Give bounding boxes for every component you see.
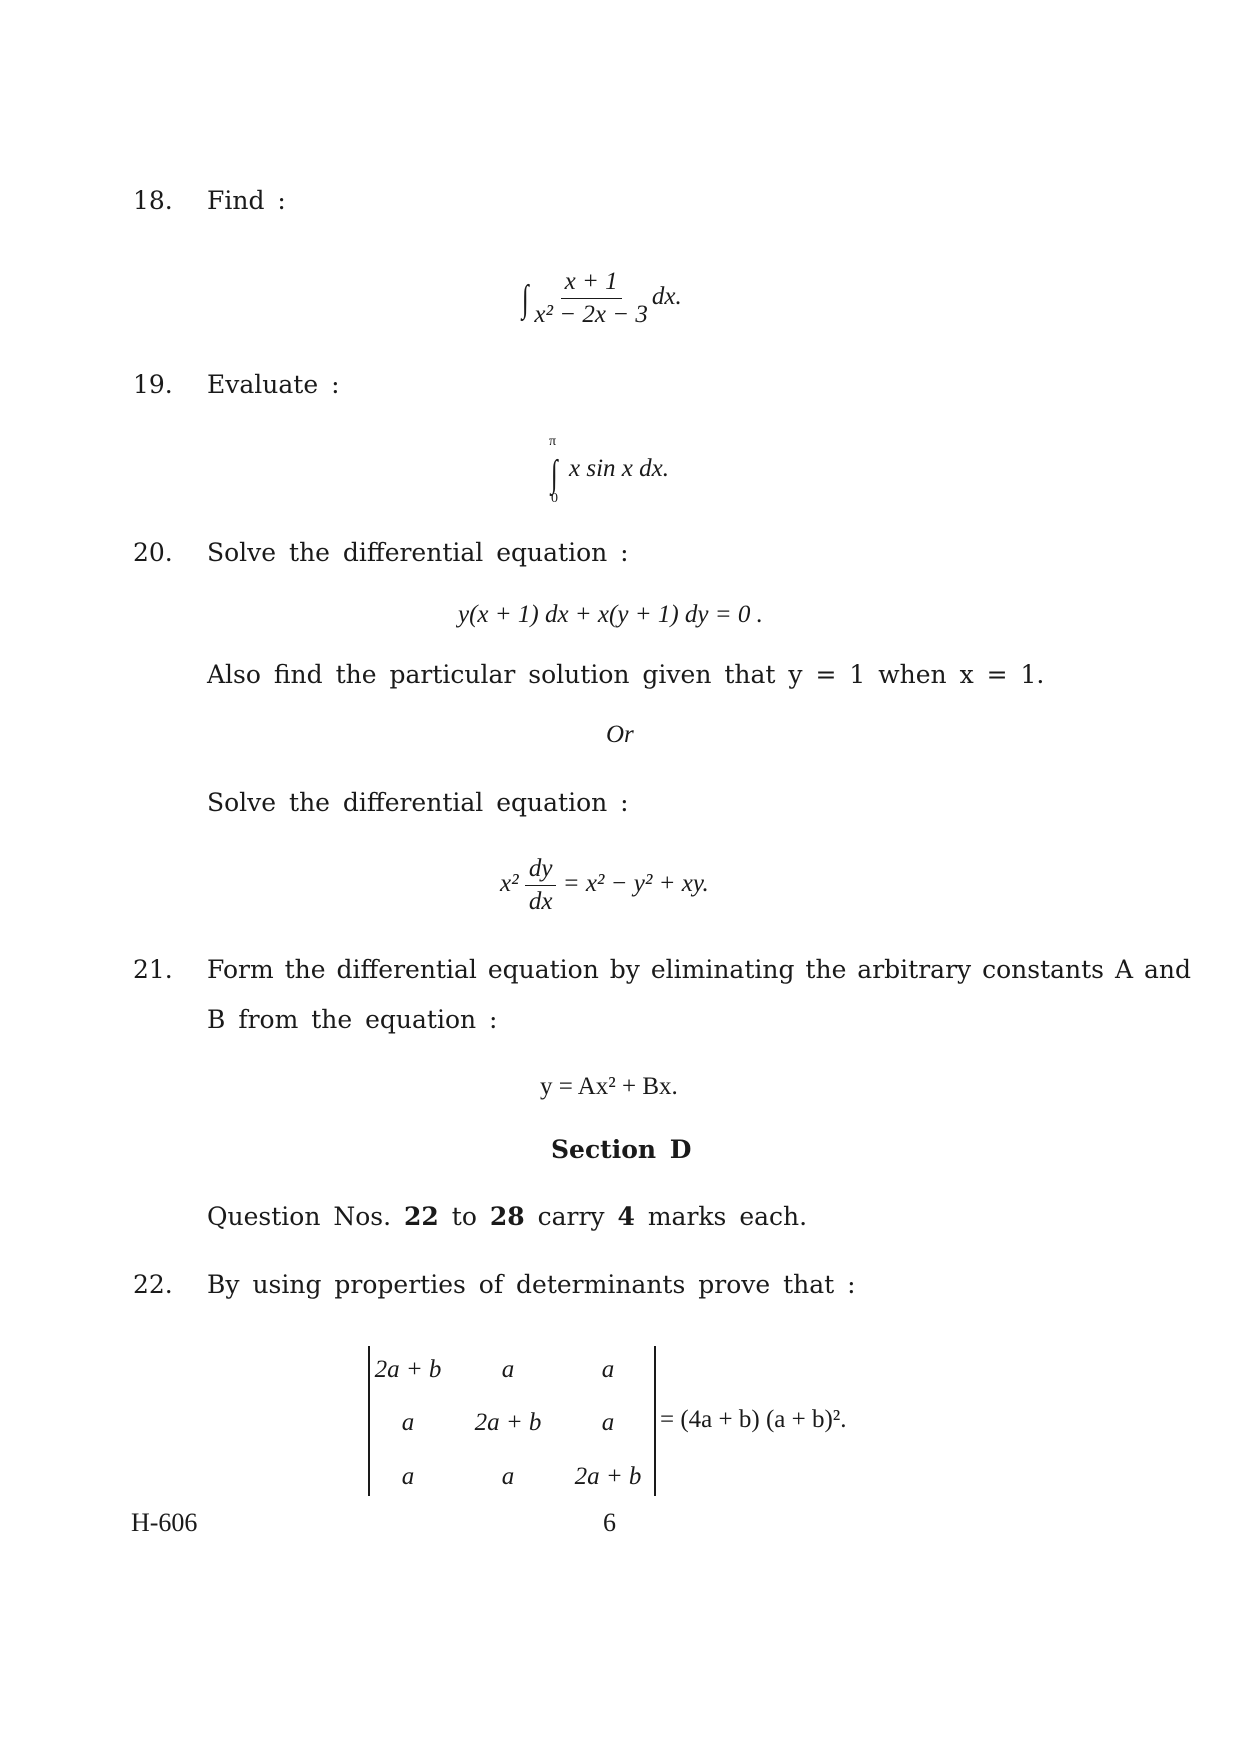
determinant [368, 1346, 658, 1496]
matrix-cell: 2a + b [474, 1409, 542, 1436]
matrix-cell: a [601, 1356, 615, 1383]
question-prompt: Solve the differential equation : [207, 538, 629, 567]
derivative-fraction [525, 855, 557, 916]
integral-expression [520, 268, 682, 329]
definite-integral-sign: ∫ [550, 453, 558, 495]
matrix-cell: 2a + b [374, 1356, 442, 1383]
upper-limit: π [549, 434, 557, 449]
denominator: x² − 2x − 3 [534, 301, 648, 328]
lower-limit: 0 [551, 491, 558, 506]
matrix-cell: 2a + b [574, 1463, 642, 1490]
or-separator: Or [606, 721, 634, 748]
question-number: 18. [133, 186, 173, 215]
question-prompt-alt: Solve the differential equation : [207, 788, 629, 817]
matrix-cell: a [501, 1463, 515, 1490]
matrix-cell: a [601, 1409, 615, 1436]
followup-text: Also find the particular solution given that y = 1 when x = 1. [207, 660, 1045, 689]
derivative-denominator: dx [528, 888, 553, 915]
differential: dx. [651, 283, 682, 311]
question-number: 20. [133, 538, 173, 567]
question-prompt: Evaluate : [207, 370, 340, 399]
note-to-word: to [451, 1202, 477, 1231]
page-number: 6 [603, 1508, 616, 1537]
fraction [530, 268, 651, 329]
rhs-expression: = x² − y² + xy. [562, 870, 709, 898]
note-to: 28 [489, 1202, 525, 1231]
matrix-cell: a [401, 1409, 415, 1436]
section-note [207, 1202, 807, 1231]
question-number: 21. [133, 955, 173, 984]
note-prefix: Question Nos. [207, 1202, 392, 1231]
lhs-coefficient: x² [500, 870, 519, 898]
integral-sign: ∫ [521, 277, 529, 320]
integrand: x sin x dx. [569, 455, 669, 482]
question-number: 22. [133, 1270, 173, 1299]
matrix-cell: a [401, 1463, 415, 1490]
equation: y = Ax² + Bx. [540, 1073, 678, 1100]
question-prompt: By using properties of determinants prove that : [207, 1270, 856, 1299]
question-text-line1: Form the differential equation by eliminating the arbitrary constants A and [207, 955, 1191, 984]
section-title: Section D [551, 1135, 692, 1164]
question-text-line2: B from the equation : [207, 1005, 498, 1034]
note-from: 22 [404, 1202, 439, 1231]
question-prompt: Find : [207, 186, 286, 215]
determinant-result: = (4a + b) (a + b)². [660, 1406, 847, 1433]
paper-code: H-606 [131, 1508, 198, 1537]
numerator: x + 1 [561, 268, 622, 299]
question-number: 19. [133, 370, 173, 399]
alt-differential-equation [500, 855, 709, 916]
note-carry: carry [537, 1202, 605, 1231]
note-suffix: marks each. [647, 1202, 808, 1231]
matrix-cell: a [501, 1356, 515, 1383]
derivative-numerator: dy [525, 855, 557, 886]
note-marks: 4 [617, 1202, 635, 1231]
differential-equation: y(x + 1) dx + x(y + 1) dy = 0 . [458, 601, 763, 628]
